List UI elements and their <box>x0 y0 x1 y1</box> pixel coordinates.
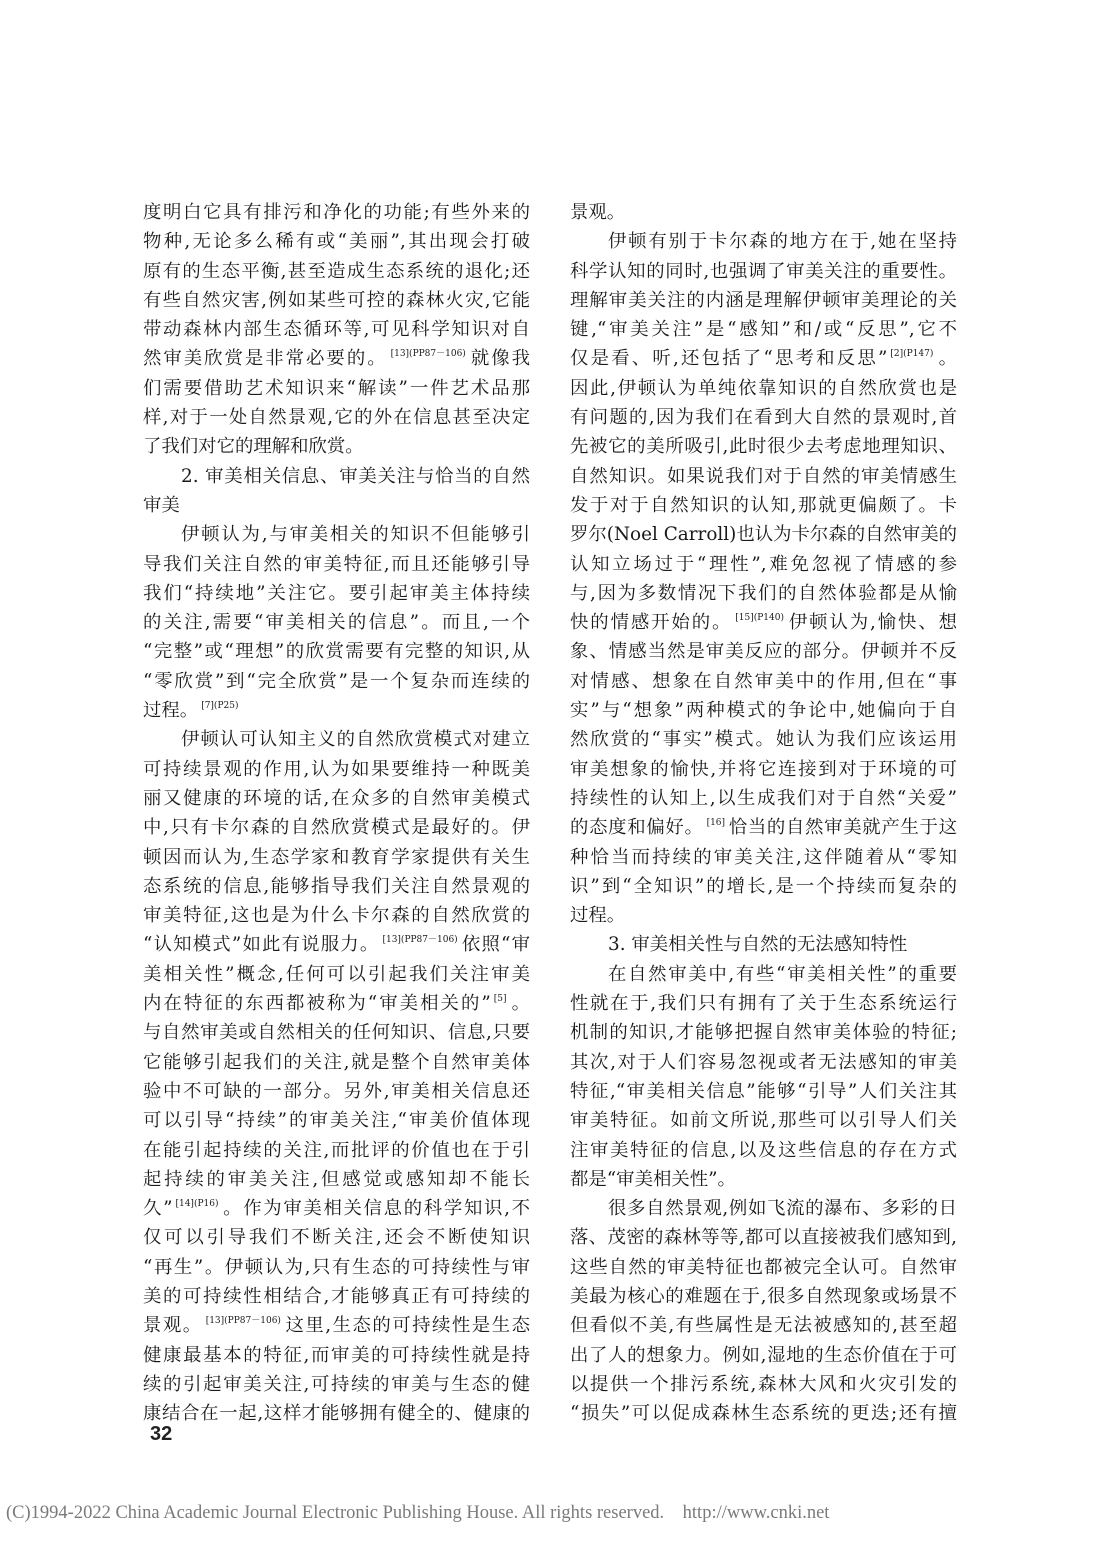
line-text: 很多自然景观,例如飞流的瀑布、多彩的日 <box>608 1198 957 1220</box>
citation-superscript: [13](PP87－106) <box>382 935 458 946</box>
line-text: 续的引起审美关注,可持续的审美与生态的健 <box>143 1373 530 1395</box>
text-line <box>143 1194 530 1223</box>
text-line <box>143 1341 530 1370</box>
line-text: 但看似不美,有些属性是无法被感知的,甚至超 <box>570 1315 957 1337</box>
line-text: 认知立场过于“理性”,难免忽视了情感的参 <box>570 553 957 575</box>
line-text: 伊顿认为,与审美相关的知识不但能够引 <box>181 524 530 546</box>
text-line <box>570 755 957 784</box>
text-line <box>143 960 530 989</box>
text-line <box>143 1165 530 1194</box>
text-line <box>570 550 957 579</box>
citation-superscript: [2](P147) <box>890 349 934 360</box>
text-line <box>570 813 957 842</box>
line-text: 罗尔(Noel Carroll)也认为卡尔森的自然审美的 <box>570 524 958 546</box>
line-text: 然审美欣赏是非常必要的。 <box>143 348 388 370</box>
text-line <box>570 491 957 520</box>
text-line <box>143 725 530 754</box>
citation-superscript: [5] <box>493 994 507 1005</box>
line-text: 伊顿认为,愉快、想 <box>787 612 957 634</box>
line-text: 可以引导“持续”的审美关注,“审美价值体现 <box>143 1110 530 1132</box>
line-text: 其次,对于人们容易忽视或者无法感知的审美 <box>570 1051 957 1073</box>
text-line <box>143 227 530 256</box>
text-line <box>143 344 530 373</box>
line-text: 有些自然灾害,例如某些可控的森林火灾,它能 <box>143 289 530 311</box>
line-text: 久” <box>143 1198 173 1220</box>
line-text: 健康最基本的特征,而审美的可持续性就是持 <box>143 1344 530 1366</box>
text-line <box>570 725 957 754</box>
line-text: 们需要借助艺术知识来“解读”一件艺术品那 <box>143 377 530 399</box>
line-text: 美最为核心的难题在于,很多自然现象或场景不 <box>570 1285 957 1307</box>
text-line <box>143 1136 530 1165</box>
line-text: 我们“持续地”关注它。要引起审美主体持续 <box>143 582 530 604</box>
text-line <box>143 755 530 784</box>
citation-superscript: [15](P140) <box>735 613 784 624</box>
line-text: 仅是看、听,还包括了“思考和反思” <box>570 348 888 370</box>
section-heading-line <box>570 930 957 959</box>
citation-superscript: [7](P25) <box>201 701 239 712</box>
line-text: 验中不可缺的一部分。另外,审美相关信息还 <box>143 1080 530 1102</box>
text-line <box>143 403 530 432</box>
right-column <box>570 198 957 1428</box>
text-line <box>143 315 530 344</box>
line-text: 机制的知识,才能够把握自然审美体验的特征; <box>570 1022 957 1044</box>
text-line <box>570 1311 957 1340</box>
line-text: 恰当的自然审美就产生于这 <box>728 817 957 839</box>
line-text: 然欣赏的“事实”模式。她认为我们应该运用 <box>570 729 957 751</box>
line-text: 就像我 <box>468 348 530 370</box>
line-text: 导我们关注自然的审美特征,而且还能够引导 <box>143 553 530 575</box>
text-line <box>143 1282 530 1311</box>
line-text: 。 <box>509 993 530 1015</box>
line-text: 键,“审美关注”是“感知”和/或“反思”,它不 <box>570 319 957 341</box>
page-number: 32 <box>150 1423 173 1445</box>
text-line <box>570 667 957 696</box>
line-text: 以提供一个排污系统,森林大风和火灾引发的 <box>570 1373 957 1395</box>
line-text: 对情感、想象在自然审美中的作用,但在“事 <box>570 670 957 692</box>
line-text: 。作为审美相关信息的科学知识,不 <box>221 1198 530 1220</box>
line-text: 内在特征的东西都被称为“审美相关的” <box>143 993 491 1015</box>
text-line <box>570 1106 957 1135</box>
text-line <box>570 960 957 989</box>
line-text: 先被它的美所吸引,此时很少去考虑地理知识、 <box>570 436 957 458</box>
copyright-footer: (C)1994-2022 China Academic Journal Electronic Publishing House. All rights reserved. http://www.cnki.net <box>6 1503 830 1523</box>
line-text: 审美 <box>143 494 180 516</box>
line-text: 样,对于一处自然景观,它的外在信息甚至决定 <box>143 407 530 429</box>
text-line <box>143 286 530 315</box>
text-line <box>143 813 530 842</box>
text-line <box>570 1253 957 1282</box>
text-line <box>143 1311 530 1340</box>
line-text: 特征,“审美相关信息”能够“引导”人们关注其 <box>570 1080 957 1102</box>
citation-superscript: [13](PP87－106) <box>390 349 466 360</box>
text-line <box>570 696 957 725</box>
line-text: 3. 审美相关性与自然的无法感知特性 <box>608 934 908 956</box>
text-line <box>570 579 957 608</box>
line-text: 出了人的想象力。例如,湿地的生态价值在于可 <box>570 1344 957 1366</box>
line-text: 落、茂密的森林等等,都可以直接被我们感知到, <box>570 1227 957 1249</box>
line-text: 丽又健康的环境的话,在众多的自然审美模式 <box>143 787 530 809</box>
text-line <box>143 550 530 579</box>
line-text: 景观。 <box>143 1315 203 1337</box>
line-text: 仅可以引导我们不断关注,还会不断使知识 <box>143 1227 530 1249</box>
text-line <box>570 608 957 637</box>
text-line <box>570 1399 957 1428</box>
line-text: 性就在于,我们只有拥有了关于生态系统运行 <box>570 993 957 1015</box>
line-text: 种恰当而持续的审美关注,这伴随着从“零知 <box>570 846 957 868</box>
line-text: 在能引起持续的关注,而批评的价值也在于引 <box>143 1139 530 1161</box>
text-line <box>143 1018 530 1047</box>
text-line <box>570 637 957 666</box>
line-text: 自然知识。如果说我们对于自然的审美情感生 <box>570 465 957 487</box>
line-text: 这里,生态的可持续性是生态 <box>283 1315 530 1337</box>
text-line <box>143 1048 530 1077</box>
text-line <box>570 1223 957 1252</box>
text-line <box>143 901 530 930</box>
text-line <box>143 1223 530 1252</box>
left-column <box>143 198 530 1428</box>
text-line <box>143 374 530 403</box>
text-line <box>570 1370 957 1399</box>
text-line <box>143 432 530 461</box>
line-text: 在自然审美中,有些“审美相关性”的重要 <box>608 963 957 985</box>
line-text: 物种,无论多么稀有或“美丽”,其出现会打破 <box>143 231 530 253</box>
line-text: 因此,伊顿认为单纯依靠知识的自然欣赏也是 <box>570 377 957 399</box>
text-line <box>143 1370 530 1399</box>
line-text: 康结合在一起,这样才能够拥有健全的、健康的 <box>143 1403 530 1425</box>
line-text: 依照“审 <box>460 934 530 956</box>
text-line <box>570 1194 957 1223</box>
line-text: 审美想象的愉快,并将它连接到对于环境的可 <box>570 758 957 780</box>
text-line <box>143 520 530 549</box>
line-text: 伊顿有别于卡尔森的地方在于,她在坚持 <box>608 231 957 253</box>
text-line <box>570 843 957 872</box>
text-line <box>143 696 530 725</box>
line-text: 过程。 <box>570 905 626 927</box>
text-line <box>143 608 530 637</box>
line-text: 发于对于自然知识的认知,那就更偏颇了。卡 <box>570 494 957 516</box>
text-line <box>570 872 957 901</box>
line-text: 了我们对它的理解和欣赏。 <box>143 436 364 458</box>
text-line <box>143 1399 530 1428</box>
text-line <box>143 1106 530 1135</box>
line-text: 与,因为多数情况下我们的自然体验都是从愉 <box>570 582 957 604</box>
text-line <box>570 227 957 256</box>
text-line <box>570 432 957 461</box>
line-text: 识”到“全知识”的增长,是一个持续而复杂的 <box>570 875 957 897</box>
line-text: 的关注,需要“审美相关的信息”。而且,一个 <box>143 612 530 634</box>
line-text: 可持续景观的作用,认为如果要维持一种既美 <box>143 758 530 780</box>
line-text: “再生”。伊顿认为,只有生态的可持续性与审 <box>143 1256 530 1278</box>
line-text: 伊顿认可认知主义的自然欣赏模式对建立 <box>181 729 530 751</box>
line-text: 2. 审美相关信息、审美关注与恰当的自然 <box>181 465 530 487</box>
line-text: 持续性的认知上,以生成我们对于自然“关爱” <box>570 787 957 809</box>
text-line <box>570 286 957 315</box>
text-line <box>570 989 957 1018</box>
line-text: 审美特征,这也是为什么卡尔森的自然欣赏的 <box>143 905 530 927</box>
text-line <box>570 784 957 813</box>
line-text: 原有的生态平衡,甚至造成生态系统的退化;还 <box>143 260 530 282</box>
text-line <box>570 462 957 491</box>
text-line <box>570 257 957 286</box>
line-text: 象、情感当然是审美反应的部分。伊顿并不反 <box>570 641 957 663</box>
line-text: 有问题的,因为我们在看到大自然的景观时,首 <box>570 407 957 429</box>
text-line <box>143 843 530 872</box>
text-line <box>143 930 530 959</box>
line-text: 。 <box>936 348 957 370</box>
text-line <box>570 1018 957 1047</box>
text-line <box>570 315 957 344</box>
line-text: 它能够引起我们的关注,就是整个自然审美体 <box>143 1051 530 1073</box>
line-text: 与自然审美或自然相关的任何知识、信息,只要 <box>143 1022 530 1044</box>
text-line <box>143 872 530 901</box>
text-line <box>143 784 530 813</box>
line-text: 中,只有卡尔森的自然欣赏模式是最好的。伊 <box>143 817 530 839</box>
line-text: “认知模式”如此有说服力。 <box>143 934 380 956</box>
line-text: 的态度和偏好。 <box>570 817 704 839</box>
text-line <box>570 1282 957 1311</box>
line-text: “完整”或“理想”的欣赏需要有完整的知识,从 <box>143 641 530 663</box>
line-text: 态系统的信息,能够指导我们关注自然景观的 <box>143 875 530 897</box>
text-line <box>143 989 530 1018</box>
line-text: 理解审美关注的内涵是理解伊顿审美理论的关 <box>570 289 957 311</box>
line-text: 起持续的审美关注,但感觉或感知却不能长 <box>143 1168 530 1190</box>
text-line <box>570 344 957 373</box>
line-text: 美相关性”概念,任何可以引起我们关注审美 <box>143 963 530 985</box>
text-line <box>570 198 957 227</box>
text-line <box>570 520 957 549</box>
text-line <box>570 1048 957 1077</box>
line-text: 都是“审美相关性”。 <box>570 1168 736 1190</box>
line-text: “损失”可以促成森林生态系统的更迭;还有擅 <box>570 1403 957 1425</box>
line-text: “零欣赏”到“完全欣赏”是一个复杂而连续的 <box>143 670 530 692</box>
text-line <box>143 637 530 666</box>
text-line <box>143 1077 530 1106</box>
line-text: 注审美特征的信息,以及这些信息的存在方式 <box>570 1139 957 1161</box>
text-line <box>570 1165 957 1194</box>
text-line <box>143 1253 530 1282</box>
line-text: 顿因而认为,生态学家和教育学家提供有关生 <box>143 846 530 868</box>
section-heading-line <box>143 491 530 520</box>
citation-superscript: [14](P16) <box>175 1199 219 1210</box>
text-line <box>570 1136 957 1165</box>
line-text: 度明白它具有排污和净化的功能;有些外来的 <box>143 202 530 223</box>
line-text: 实”与“想象”两种模式的争论中,她偏向于自 <box>570 700 957 722</box>
line-text: 快的情感开始的。 <box>570 612 733 634</box>
section-heading-line <box>143 462 530 491</box>
citation-superscript: [13](PP87－106) <box>205 1316 281 1327</box>
line-text: 带动森林内部生态循环等,可见科学知识对自 <box>143 319 530 341</box>
text-line <box>143 198 530 227</box>
text-line <box>570 403 957 432</box>
line-text: 科学认知的同时,也强调了审美关注的重要性。 <box>570 260 957 282</box>
text-line <box>143 579 530 608</box>
text-line <box>570 1077 957 1106</box>
text-line <box>570 374 957 403</box>
text-line <box>570 1341 957 1370</box>
text-line <box>570 901 957 930</box>
line-text: 过程。 <box>143 700 199 722</box>
line-text: 审美特征。如前文所说,那些可以引导人们关 <box>570 1110 957 1132</box>
citation-superscript: [16] <box>706 818 726 829</box>
line-text: 景观。 <box>570 202 626 223</box>
line-text: 美的可持续性相结合,才能够真正有可持续的 <box>143 1285 530 1307</box>
text-line <box>143 667 530 696</box>
line-text: 这些自然的审美特征也都被完全认可。自然审 <box>570 1256 957 1278</box>
text-line <box>143 257 530 286</box>
